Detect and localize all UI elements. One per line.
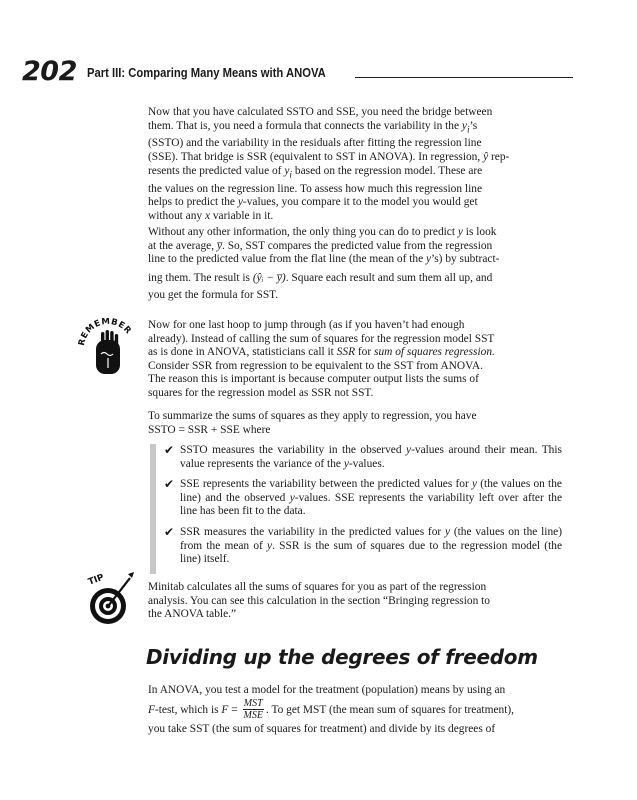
- paragraph-sst: Without any other information, the only thing you can do to predict y is look at the average, y̅. So, SST compares the predicted value from the regression line to the predicted value from the flat line (the mean of the y’s) by subtract- ing them. The result is (ŷᵢ − y̅). Square each result and sum them all up, and you get the formula for SST.: [148, 226, 500, 301]
- svg-text:TIP: TIP: [86, 572, 106, 588]
- list-item: ✔ SSTO measures the variability in the observed y-values around their mean. This value represents the variance of the y-values.: [164, 443, 562, 470]
- svg-text:REMEMBER: REMEMBER: [78, 318, 134, 347]
- running-header: [22, 57, 562, 87]
- paragraph-degrees-of-freedom: In ANOVA, you test a model for the treatment (population) means by using an F-test, which is F = $\frac{\text{MST}}{\text{MSE}}$ . To get MST (the mean sum of squares for treatment), you take SST (the sum of squares for treatment) and divide by its degrees of: [148, 684, 515, 735]
- list-item: ✔ SSE represents the variability between the predicted values for y (the values on the line) and the observed y-values. SSE represents the variability left over after the line has been fit to the data.: [164, 477, 563, 518]
- paragraph-summary: To summarize the sums of squares as they apply to regression, you have SSTO = SSR + SSE where: [148, 410, 477, 436]
- paragraph-ssr: Now for one last hoop to jump through (as if you haven’t had enough already). Instead of calling the sum of squares for the regression model SST as is done in ANOVA, statisticians call it SSR for sum of squares regression. Consider SSR from regression to be equivalent to the SST from ANOVA. The reason this is important is because computer output lists the sums of squares for the regression model as SSR not SST.: [148, 319, 495, 399]
- tip-icon: [84, 568, 136, 630]
- paragraph-bridge: Now that you have calculated SSTO and SSE, you need the bridge between them. That is, you need a formula that connects the variability in the $y_i’s$ (SSTO) and the variability in the residuals after fitting the regression line (SSE). That bridge is SSR (equivalent to SST in ANOVA). In regression, ŷ rep- resents the predicted value of $y_i$ based on the regression model. These are the values on the regression line. To assess how much this regression line helps to predict the y-values, you compare it to the model you would get without any x variable in it.: [148, 106, 510, 222]
- part-title: Part III: Comparing Many Means with ANOVA: [87, 66, 326, 80]
- checkmark-icon: ✔: [164, 524, 175, 539]
- checkmark-icon: ✔: [164, 477, 175, 492]
- remember-icon: [78, 318, 136, 380]
- paragraph-minitab: Minitab calculates all the sums of squares for you as part of the regression analysis. You can see this calculation in the section “Bringing regression to the ANOVA table.”: [148, 581, 490, 621]
- page-number: 202: [22, 56, 77, 87]
- sums-of-squares-list: [150, 444, 562, 574]
- header-rule: [355, 77, 573, 78]
- difference-formula: (ŷᵢ − y̅): [252, 271, 286, 284]
- f-ratio-fraction: $\frac{\text{MST}}{\text{MSE}}$: [243, 698, 263, 722]
- checkmark-icon: ✔: [164, 443, 175, 457]
- list-item: ✔ SSR measures the variability in the predicted values for y (the values on the line) from the mean of y. SSR is the sum of squares due to the regression model (the line) itself.: [164, 524, 563, 566]
- section-heading: Dividing up the degrees of freedom: [146, 645, 538, 669]
